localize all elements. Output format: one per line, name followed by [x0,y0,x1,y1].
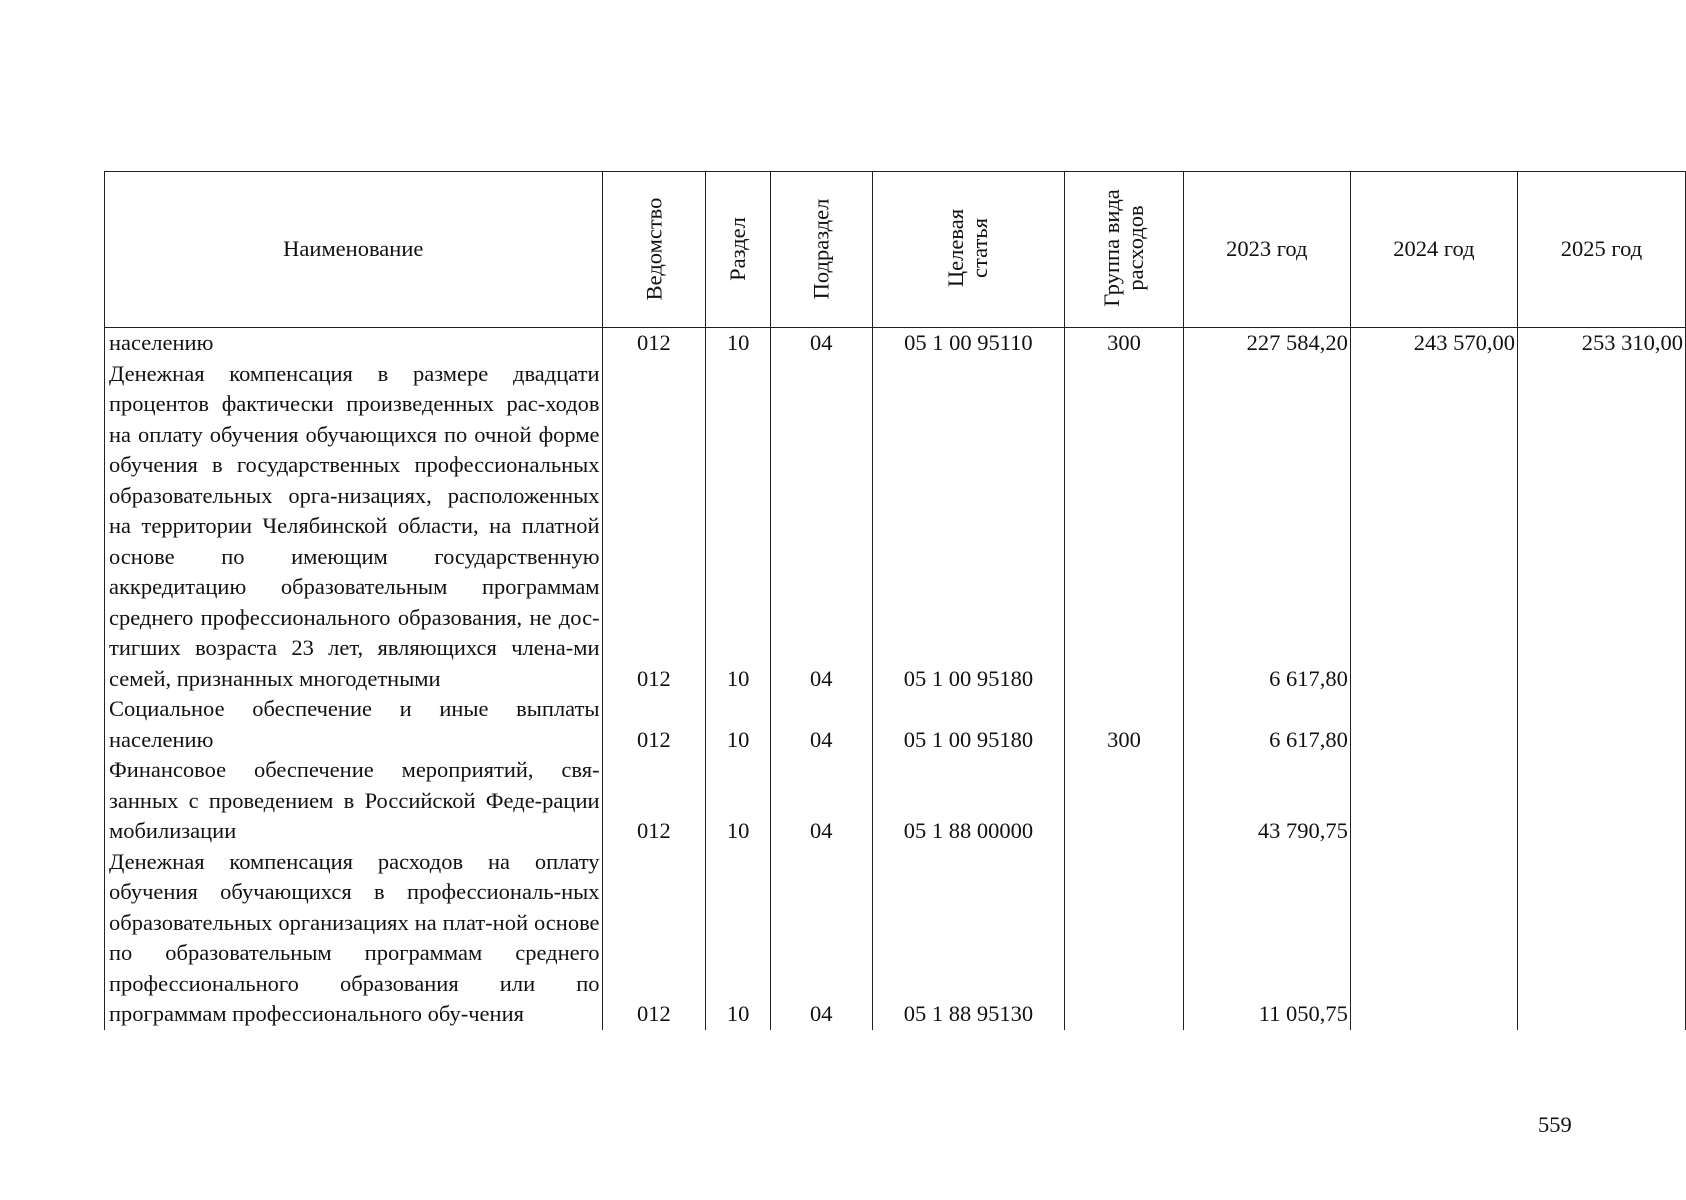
row-amount-2023: 43 790,75 [1183,755,1350,847]
row-expense-group: 300 [1065,694,1184,755]
row-target-item: 05 1 00 95180 [872,694,1065,755]
header-2025 [1517,172,1685,328]
row-section: 10 [706,694,771,755]
header-2024-label: 2024 год [1393,236,1475,262]
row-department: 012 [602,359,706,695]
header-2023 [1183,172,1350,328]
row-expense-group [1065,847,1184,1030]
header-department [602,172,706,328]
row-target-item: 05 1 00 95110 [872,328,1065,359]
header-section-label: Раздел [725,217,751,282]
header-target-item-label [944,209,992,287]
row-amount-2023: 11 050,75 [1183,847,1350,1030]
header-subsection [770,172,872,328]
row-subsection: 04 [770,359,872,695]
row-target-item: 05 1 88 95130 [872,847,1065,1030]
table-row [105,847,1686,1030]
row-department: 012 [602,694,706,755]
row-expense-group [1065,359,1184,695]
header-row [105,172,1686,328]
row-department: 012 [602,847,706,1030]
table-row [105,359,1686,695]
row-amount-2024 [1350,847,1517,1030]
page-number: 559 [1538,1112,1572,1137]
header-department-label: Ведомство [640,197,666,301]
header-name-label: Наименование [283,236,424,262]
row-amount-2025 [1517,359,1685,695]
row-amount-2023: 6 617,80 [1183,359,1350,695]
header-target-item-line2: статья [967,217,993,278]
header-target-item-line1: Целевая [943,208,969,287]
row-expense-group: 300 [1065,328,1184,359]
row-amount-2025: 253 310,00 [1517,328,1685,359]
header-section [706,172,771,328]
row-subsection: 04 [770,755,872,847]
row-department: 012 [602,328,706,359]
row-target-item: 05 1 00 95180 [872,359,1065,695]
header-expense-group [1065,172,1184,328]
row-name: Денежная компенсация в размере двадцати процентов фактически произведенных рас-ходов на оплату обучения обучающихся по очной форме обучения в государственных профессиональных образовательных орга-низациях, расположенных на территории Челябинской области, на платной основе по имеющим государственную аккредитацию образовательным программам среднего профессионального образования, не дос-тигших возраста 23 лет, являющихся члена-ми семей, признанных многодетными [105,359,603,695]
table-row [105,694,1686,755]
row-name: населению [105,328,603,359]
row-section: 10 [706,755,771,847]
header-name [105,172,603,328]
row-subsection: 04 [770,847,872,1030]
row-name: Финансовое обеспечение мероприятий, свя-занных с проведением в Российской Феде-рации мобилизации [105,755,603,847]
header-2024 [1350,172,1517,328]
row-amount-2025 [1517,755,1685,847]
header-expense-group-line1: Группа вида [1098,188,1124,307]
row-section: 10 [706,328,771,359]
row-amount-2024: 243 570,00 [1350,328,1517,359]
row-amount-2024 [1350,359,1517,695]
row-expense-group [1065,755,1184,847]
header-2025-label: 2025 год [1560,236,1643,262]
header-expense-group-label [1100,189,1148,307]
row-target-item: 05 1 88 00000 [872,755,1065,847]
table-row [105,755,1686,847]
row-subsection: 04 [770,328,872,359]
row-amount-2023: 227 584,20 [1183,328,1350,359]
row-amount-2024 [1350,755,1517,847]
row-amount-2025 [1517,847,1685,1030]
budget-table [104,171,1686,1030]
row-section: 10 [706,359,771,695]
row-section: 10 [706,847,771,1030]
row-subsection: 04 [770,694,872,755]
header-2023-label: 2023 год [1226,236,1308,262]
row-amount-2023: 6 617,80 [1183,694,1350,755]
row-name: Денежная компенсация расходов на оплату обучения обучающихся в профессиональ-ных образовательных организациях на плат-ной основе по образовательным программам среднего профессионального образования или по программам профессионального обу-чения [105,847,603,1030]
row-amount-2024 [1350,694,1517,755]
row-department: 012 [602,755,706,847]
header-expense-group-line2: расходов [1122,205,1148,291]
header-subsection-label: Подраздел [808,198,834,300]
row-name: Социальное обеспечение и иные выплаты населению [105,694,603,755]
header-target-item [872,172,1065,328]
row-amount-2025 [1517,694,1685,755]
table-row [105,328,1686,359]
